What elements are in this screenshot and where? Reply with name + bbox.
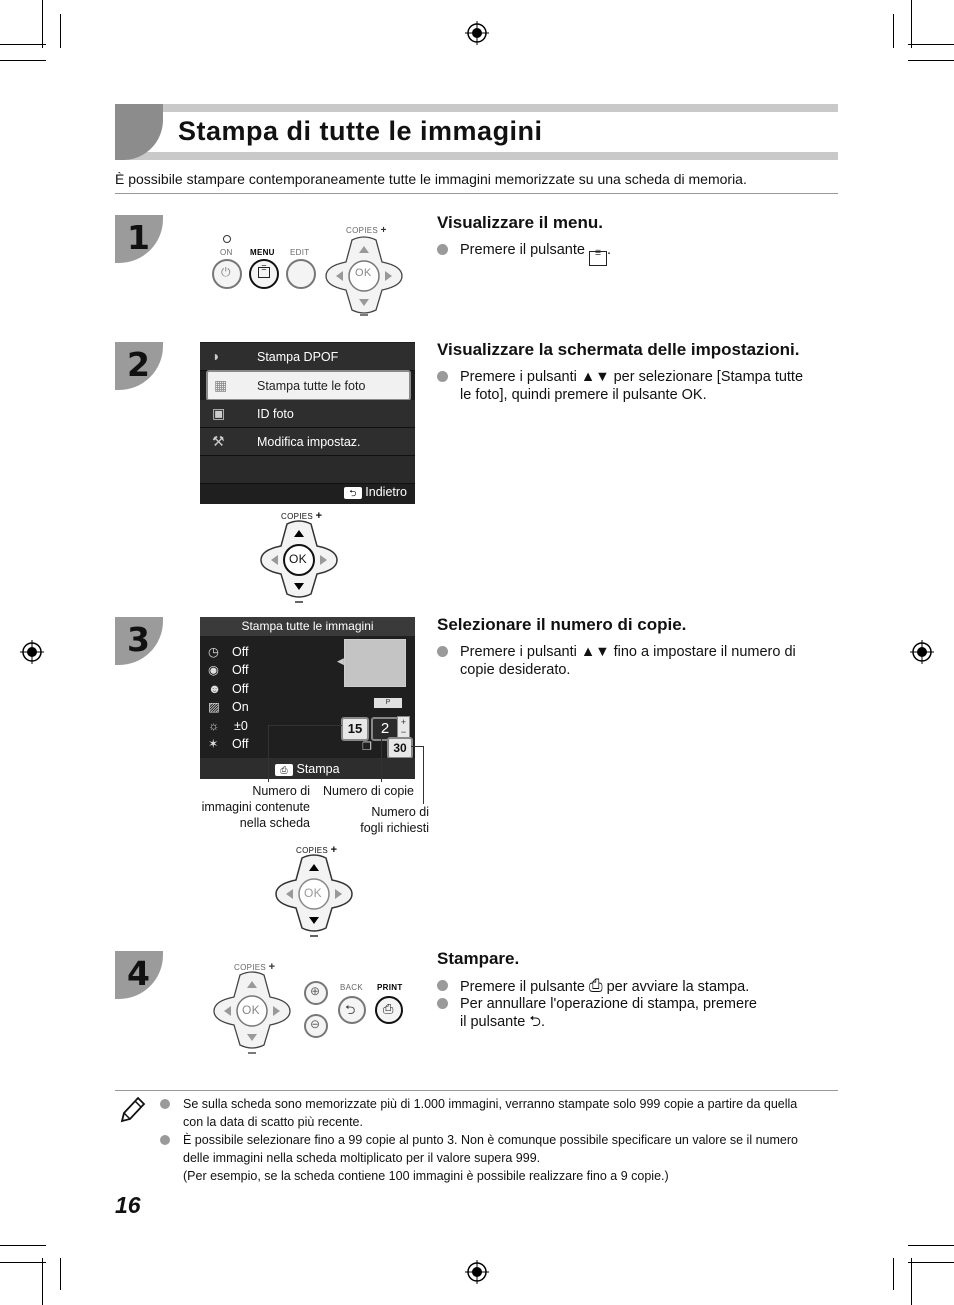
crop-mark — [893, 14, 894, 48]
print-hint: ⎙ Stampa — [275, 762, 340, 776]
menu-item-id-photo[interactable]: ▣ ID foto — [200, 400, 415, 428]
face-icon: ☻ — [208, 681, 222, 696]
id-photo-icon: ▣ — [212, 405, 226, 421]
setting-row: ✶ Off — [208, 735, 249, 753]
ok-label: OK — [242, 1003, 260, 1017]
dpof-icon: ◗ — [212, 348, 221, 364]
tools-icon: ⚒ — [212, 433, 225, 449]
copies-label: COPIES + — [296, 844, 338, 856]
crop-mark — [0, 1262, 46, 1263]
setting-row: ☻ Off — [208, 680, 249, 698]
pencil-note-icon — [118, 1095, 146, 1125]
callout-images: Numero di immagini contenute nella scheda — [201, 784, 310, 830]
setting-row: ☼ ±0 — [208, 717, 249, 735]
registration-mark-icon — [20, 640, 44, 664]
step-tab-2: 2 — [115, 342, 163, 390]
ok-label: OK — [304, 886, 322, 900]
step-tab-4: 4 — [115, 951, 163, 999]
crop-mark — [0, 44, 46, 45]
leader-line — [411, 746, 423, 747]
on-button[interactable] — [212, 259, 242, 289]
image-correction-icon: ▨ — [208, 700, 220, 715]
crop-mark — [60, 1258, 61, 1290]
paper-badge: P — [374, 698, 402, 708]
back-button-icon: ⮌ — [529, 1014, 541, 1030]
leader-line — [423, 746, 424, 804]
power-icon: ⏻ — [221, 265, 231, 279]
menu-button[interactable] — [249, 259, 279, 289]
copies-label: COPIES + — [346, 225, 387, 236]
step-4-heading: Stampare. — [437, 949, 520, 968]
crop-mark — [0, 1245, 46, 1246]
crop-mark — [893, 1258, 894, 1290]
print-icon: ⎙ — [275, 764, 293, 776]
copies-label: COPIES + — [281, 510, 323, 522]
zoom-in-icon: ⊕ — [310, 984, 321, 998]
divider — [115, 193, 838, 194]
back-hint: ⮌ Indietro — [344, 485, 407, 499]
crop-mark — [42, 0, 43, 48]
crop-mark — [911, 1258, 912, 1305]
print-button-icon: ⎙ — [588, 976, 603, 995]
ok-label: OK — [289, 552, 307, 566]
step-3-heading: Selezionare il numero di copie. — [437, 615, 687, 634]
registration-mark-icon — [465, 21, 489, 45]
title-bar — [115, 152, 838, 160]
menu-screen — [200, 342, 415, 504]
brightness-icon: ☼ — [208, 718, 220, 733]
page-number: 16 — [115, 1192, 141, 1218]
setting-row: ▨ On — [208, 698, 249, 716]
red-eye-icon: ◉ — [208, 663, 219, 678]
menu-icon: ☰ — [258, 267, 270, 278]
back-button[interactable] — [338, 996, 366, 1024]
menu-button-icon: ☰ — [589, 251, 607, 266]
step-1-illustration — [200, 220, 420, 320]
settings-list — [208, 643, 249, 753]
zoom-in-button[interactable] — [304, 981, 328, 1005]
noise-icon: ✶ — [208, 737, 219, 752]
crop-mark — [60, 14, 61, 48]
registration-mark-icon — [465, 1260, 489, 1284]
screen-title: Stampa tutte le immagini — [200, 617, 415, 636]
divider — [115, 1090, 838, 1091]
step-1-heading: Visualizzare il menu. — [437, 213, 603, 232]
menu-row-empty — [200, 456, 415, 484]
back-label: BACK — [340, 983, 363, 992]
leader-line — [268, 725, 269, 782]
copies-value: 2 — [371, 717, 399, 741]
back-icon: ⮌ — [344, 487, 362, 499]
setting-row: ◷ Off — [208, 643, 249, 661]
crop-mark — [908, 44, 954, 45]
preview-image — [344, 639, 406, 687]
crop-mark — [908, 60, 954, 61]
print-icon: ⎙ — [383, 1001, 394, 1016]
crop-mark — [911, 0, 912, 48]
edit-label: EDIT — [290, 248, 310, 257]
crop-mark — [42, 1258, 43, 1305]
copies-stepper[interactable]: + − — [397, 716, 410, 740]
ok-label: OK — [355, 267, 372, 279]
menu-label: MENU — [250, 248, 275, 257]
intro-text: È possibile stampare contemporaneamente tutte le immagini memorizzate su una scheda di memoria. — [115, 171, 747, 187]
edit-button[interactable] — [286, 259, 316, 289]
copies-label: COPIES + — [234, 961, 276, 973]
print-button[interactable] — [375, 996, 403, 1024]
on-label: ON — [220, 248, 233, 257]
page-title: Stampa di tutte le immagini — [178, 116, 543, 146]
title-bar — [115, 104, 838, 112]
power-indicator — [223, 235, 231, 243]
print-label: PRINT — [377, 983, 403, 992]
crop-mark — [908, 1245, 954, 1246]
images-count: 15 — [341, 717, 369, 741]
back-icon: ⮌ — [345, 1002, 356, 1017]
sheets-count: 30 — [387, 737, 413, 759]
crop-mark — [908, 1262, 954, 1263]
registration-mark-icon — [910, 640, 934, 664]
step-tab-1: 1 — [115, 215, 163, 263]
leader-line — [381, 738, 382, 782]
crop-mark — [0, 60, 46, 61]
menu-item-settings[interactable]: ⚒ Modifica impostaz. — [200, 428, 415, 456]
images-icon: ▦ — [214, 377, 228, 393]
sheet-icon: ❐ — [362, 741, 372, 753]
print-all-screen — [200, 617, 415, 779]
callout-copies: Numero di copie — [322, 784, 414, 798]
setting-row: ◉ Off — [208, 661, 249, 679]
step-2-heading: Visualizzare la schermata delle impostazioni. — [437, 340, 800, 359]
callout-sheets: Numero di fogli richiesti — [360, 805, 429, 835]
leader-line — [268, 725, 342, 726]
arrow-left-icon: ◀ — [337, 656, 344, 666]
menu-item-print-all[interactable]: ▦ Stampa tutte le foto — [206, 370, 411, 401]
zoom-out-button[interactable] — [304, 1014, 328, 1038]
zoom-out-icon: ⊖ — [310, 1017, 321, 1031]
menu-item-dpof[interactable]: ◗ Stampa DPOF — [200, 343, 415, 371]
date-icon: ◷ — [208, 645, 219, 659]
step-tab-3: 3 — [115, 617, 163, 665]
